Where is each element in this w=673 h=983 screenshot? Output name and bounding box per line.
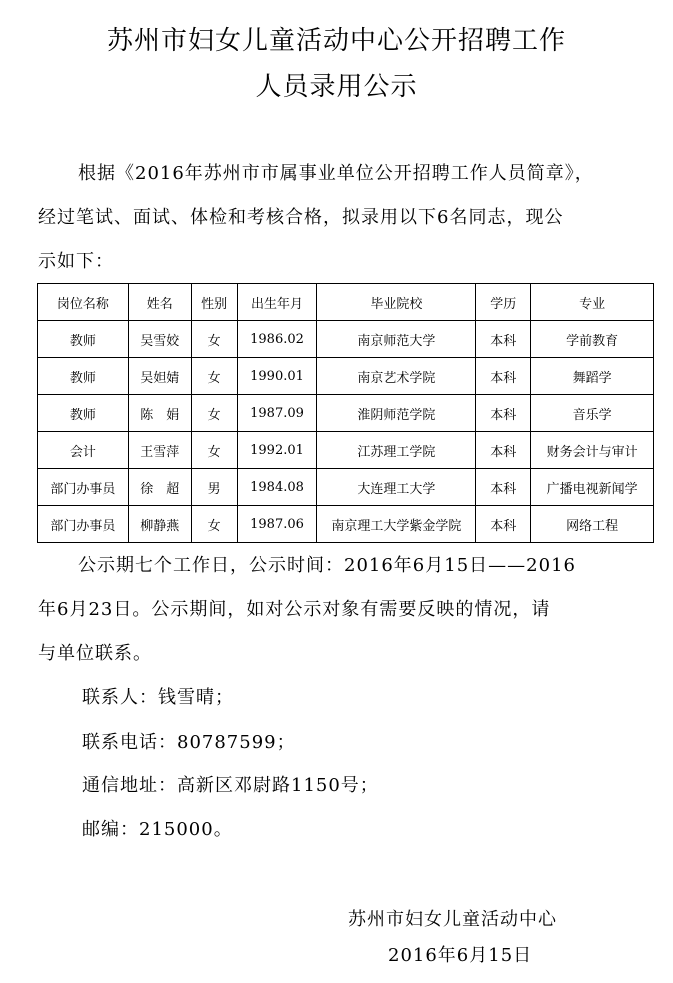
cell-degree: 本科 xyxy=(476,395,531,432)
table-row xyxy=(38,469,654,506)
table-row xyxy=(38,358,654,395)
contact-phone: 联系电话：80787599； xyxy=(82,732,296,753)
cell-gender: 女 xyxy=(191,358,237,395)
cell-school: 江苏理工学院 xyxy=(317,432,476,469)
intro-line-3: 示如下： xyxy=(38,251,114,272)
intro-paragraph xyxy=(38,152,638,284)
intro-line-2: 经过笔试、面试、体检和考核合格，拟录用以下6名同志，现公 xyxy=(38,207,564,228)
cell-name: 吴妲婧 xyxy=(128,358,191,395)
notice-line-1: 公示期七个工作日，公示时间：2016年6月15日——2016 xyxy=(78,555,576,576)
notice-line-3: 与单位联系。 xyxy=(38,643,152,664)
table-row xyxy=(38,321,654,358)
contact-person: 联系人：钱雪晴； xyxy=(82,687,234,708)
header-gender: 性别 xyxy=(191,284,237,321)
cell-position: 教师 xyxy=(38,321,129,358)
signature-organization: 苏州市妇女儿童活动中心 xyxy=(348,909,557,930)
cell-birth: 1990.01 xyxy=(237,358,317,395)
cell-position: 会计 xyxy=(38,432,129,469)
page-title-line-1: 苏州市妇女儿童活动中心公开招聘工作 xyxy=(106,26,566,56)
cell-major: 舞蹈学 xyxy=(531,358,654,395)
cell-name: 陈 娟 xyxy=(128,395,191,432)
intro-line-1: 根据《2016年苏州市市属事业单位公开招聘工作人员简章》， xyxy=(78,163,594,184)
table-row xyxy=(38,506,654,543)
cell-birth: 1992.01 xyxy=(237,432,317,469)
cell-degree: 本科 xyxy=(476,358,531,395)
contact-address: 通信地址：高新区邓尉路1150号； xyxy=(82,775,379,796)
page-title-line-2: 人员录用公示 xyxy=(255,72,418,102)
cell-name: 王雪萍 xyxy=(128,432,191,469)
cell-name: 徐 超 xyxy=(128,469,191,506)
cell-birth: 1986.02 xyxy=(237,321,317,358)
cell-gender: 男 xyxy=(191,469,237,506)
cell-birth: 1984.08 xyxy=(237,469,317,506)
cell-school: 南京艺术学院 xyxy=(317,358,476,395)
table-row xyxy=(38,395,654,432)
notice-line-2: 年6月23日。公示期间，如对公示对象有需要反映的情况，请 xyxy=(38,599,551,620)
contact-postcode: 邮编：215000。 xyxy=(82,819,233,840)
cell-gender: 女 xyxy=(191,395,237,432)
cell-position: 教师 xyxy=(38,395,129,432)
notice-paragraph xyxy=(38,544,638,676)
cell-position: 教师 xyxy=(38,358,129,395)
cell-position: 部门办事员 xyxy=(38,506,129,543)
header-birth: 出生年月 xyxy=(237,284,317,321)
header-name: 姓名 xyxy=(128,284,191,321)
table-row xyxy=(38,432,654,469)
cell-position: 部门办事员 xyxy=(38,469,129,506)
signature-date: 2016年6月15日 xyxy=(388,945,533,966)
cell-gender: 女 xyxy=(191,321,237,358)
cell-major: 财务会计与审计 xyxy=(531,432,654,469)
header-major: 专业 xyxy=(531,284,654,321)
cell-birth: 1987.06 xyxy=(237,506,317,543)
cell-degree: 本科 xyxy=(476,506,531,543)
cell-gender: 女 xyxy=(191,432,237,469)
cell-name: 柳静燕 xyxy=(128,506,191,543)
header-degree: 学历 xyxy=(476,284,531,321)
cell-school: 南京理工大学紫金学院 xyxy=(317,506,476,543)
cell-name: 吴雪姣 xyxy=(128,321,191,358)
header-school: 毕业院校 xyxy=(317,284,476,321)
cell-major: 学前教育 xyxy=(531,321,654,358)
cell-birth: 1987.09 xyxy=(237,395,317,432)
cell-school: 南京师范大学 xyxy=(317,321,476,358)
header-position: 岗位名称 xyxy=(38,284,129,321)
cell-school: 淮阴师范学院 xyxy=(317,395,476,432)
table-header-row xyxy=(38,284,654,321)
cell-degree: 本科 xyxy=(476,321,531,358)
cell-major: 音乐学 xyxy=(531,395,654,432)
cell-major: 广播电视新闻学 xyxy=(531,469,654,506)
cell-degree: 本科 xyxy=(476,432,531,469)
cell-degree: 本科 xyxy=(476,469,531,506)
cell-major: 网络工程 xyxy=(531,506,654,543)
hired-staff-table xyxy=(37,283,654,543)
cell-gender: 女 xyxy=(191,506,237,543)
cell-school: 大连理工大学 xyxy=(317,469,476,506)
